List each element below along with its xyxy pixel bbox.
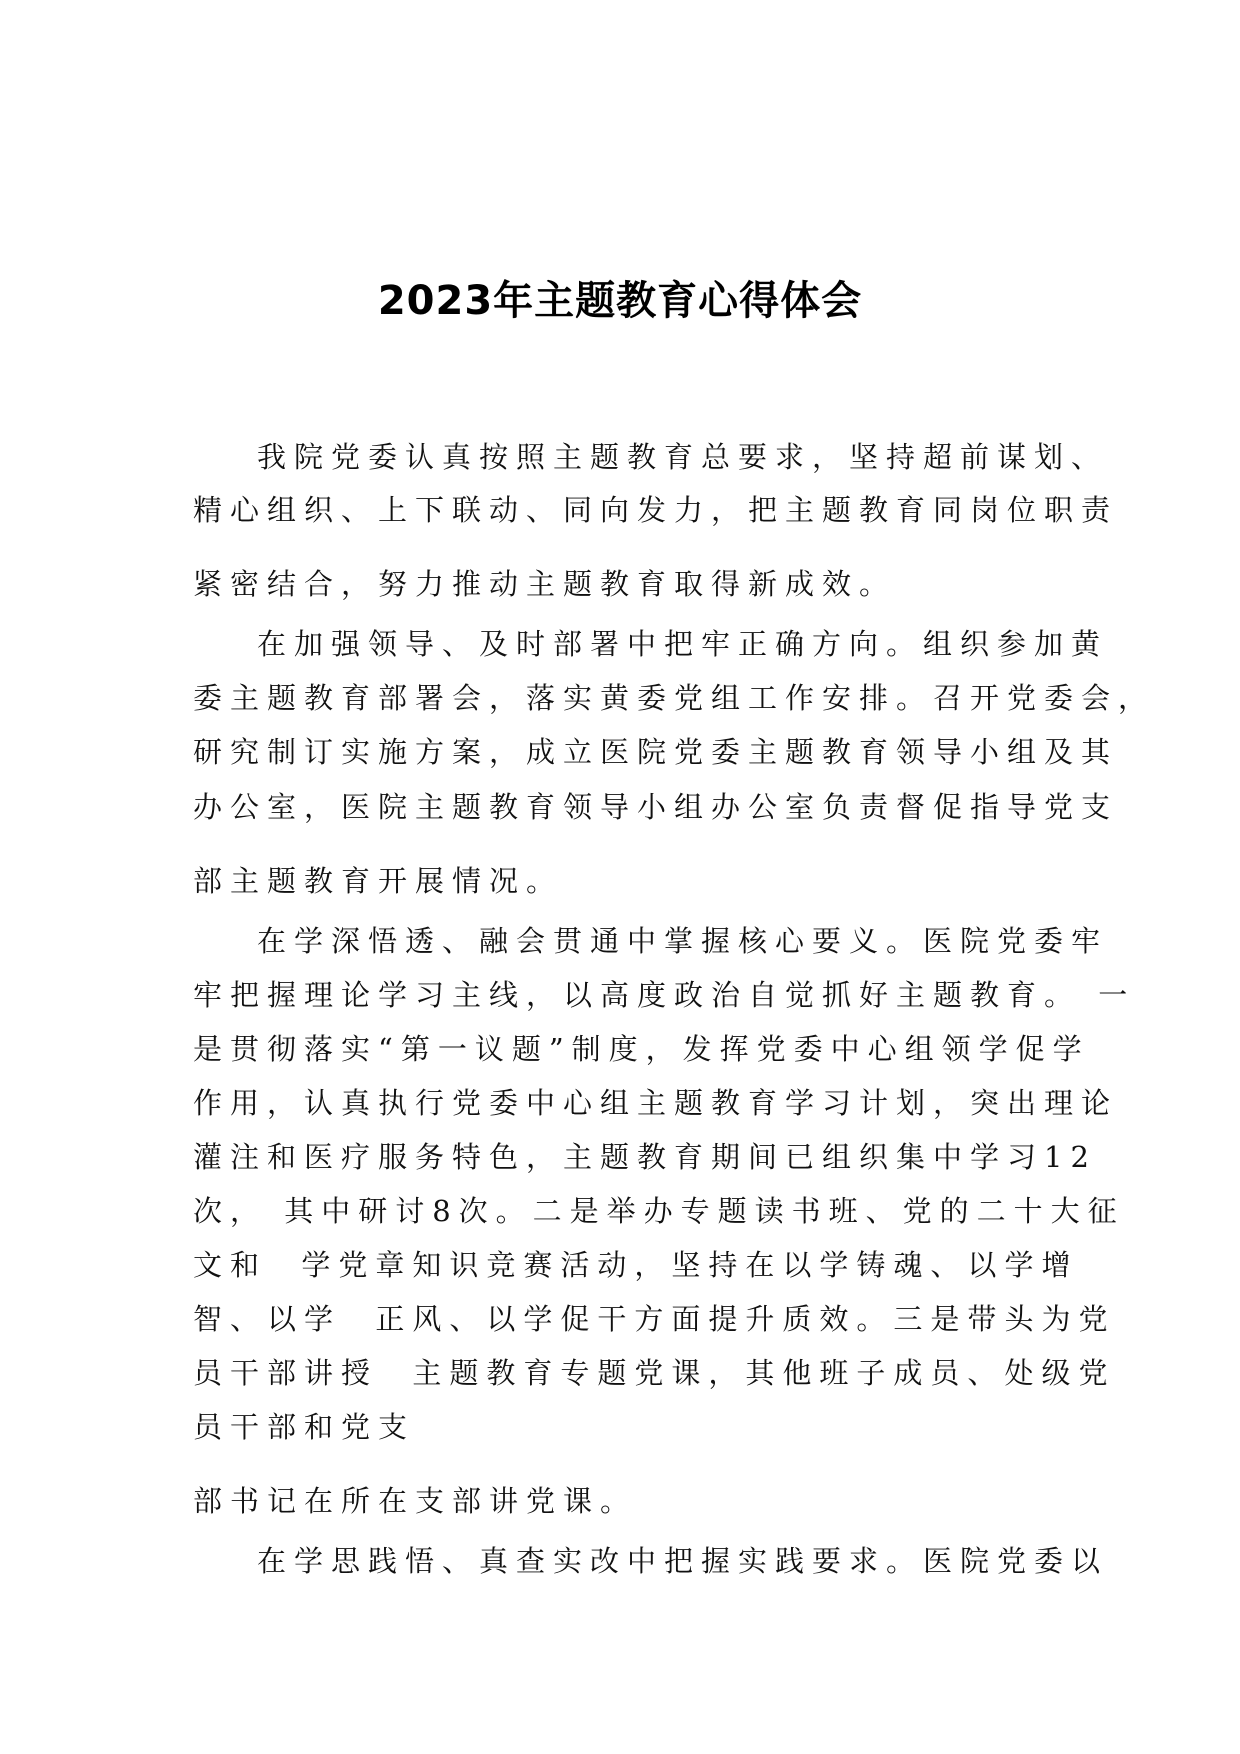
paragraph-2-line-2: 委主题教育部署会，落实黄委党组工作安排。召开党委会， [193, 681, 1156, 715]
paragraph-2-line-5: 部主题教育开展情况。 [193, 864, 564, 898]
paragraph-2-line-3: 研究制订实施方案，成立医院党委主题教育领导小组及其 [193, 735, 1119, 769]
paragraph-3-line-11: 部书记在所在支部讲党课。 [193, 1484, 638, 1518]
paragraph-1-line-2: 精心组织、上下联动、同向发力，把主题教育同岗位职责 [193, 493, 1119, 527]
paragraph-3-line-3: 是贯彻落实“第一议题”制度，发挥党委中心组领学促学 [193, 1032, 1090, 1066]
paragraph-4-line-1: 在学思践悟、真查实改中把握实践要求。医院党委以 [257, 1544, 1109, 1578]
paragraph-3-line-6: 次， 其中研讨8次。二是举办专题读书班、党的二十大征 [193, 1194, 1125, 1228]
paragraph-3-line-9: 员干部讲授 主题教育专题党课，其他班子成员、处级党 [193, 1356, 1116, 1390]
paragraph-3-line-7: 文和 学党章知识竞赛活动，坚持在以学铸魂、以学增 [193, 1248, 1079, 1282]
document-title: 2023年主题教育心得体会 [377, 277, 863, 324]
paragraph-3-line-4: 作用，认真执行党委中心组主题教育学习计划，突出理论 [193, 1086, 1119, 1120]
paragraph-3-line-8: 智、以学 正风、以学促干方面提升质效。三是带头为党 [193, 1302, 1116, 1336]
paragraph-3-line-10: 员干部和党支 [193, 1410, 416, 1444]
paragraph-2-line-1: 在加强领导、及时部署中把牢正确方向。组织参加黄 [257, 627, 1109, 661]
paragraph-1-line-1: 我院党委认真按照主题教育总要求，坚持超前谋划、 [257, 440, 1109, 474]
paragraph-3-line-1: 在学深悟透、融会贯通中掌握核心要义。医院党委牢 [257, 924, 1109, 958]
paragraph-3-line-5: 灌注和医疗服务特色，主题教育期间已组织集中学习12 [193, 1140, 1097, 1174]
paragraph-3-line-2: 牢把握理论学习主线，以高度政治自觉抓好主题教育。 一 [193, 978, 1136, 1012]
paragraph-2-line-4: 办公室，医院主题教育领导小组办公室负责督促指导党支 [193, 790, 1119, 824]
paragraph-1-line-3: 紧密结合，努力推动主题教育取得新成效。 [193, 567, 897, 601]
